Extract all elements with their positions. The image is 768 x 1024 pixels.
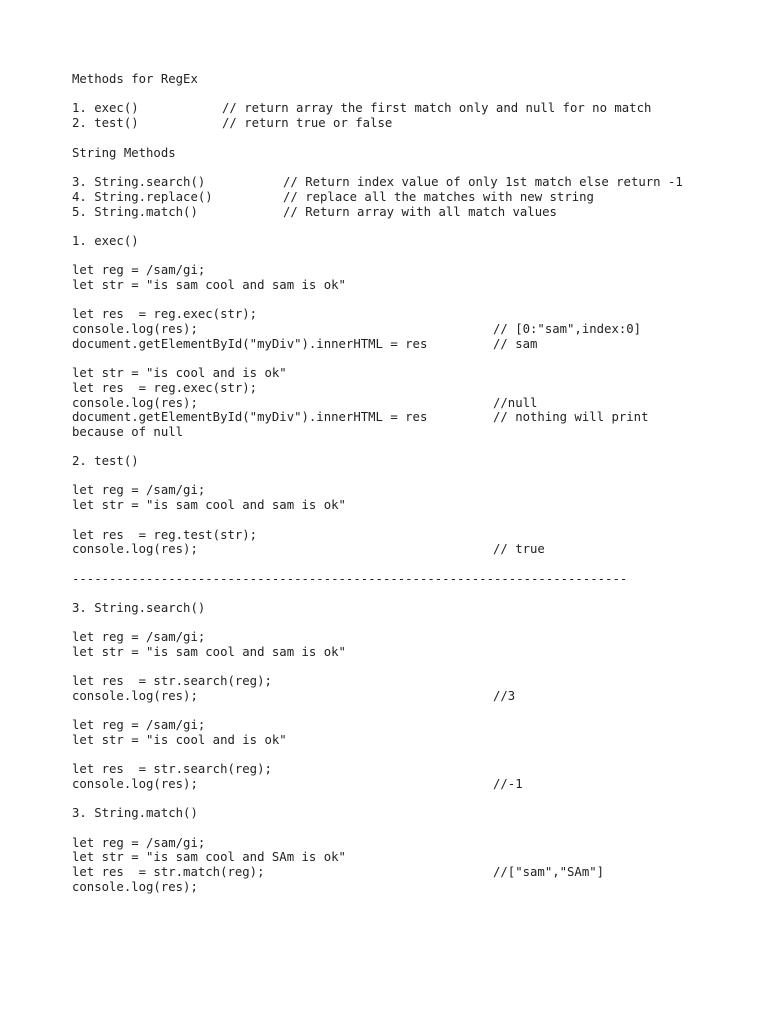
line-36 [72,850,346,865]
line-code: let str = "is sam cool and SAm is ok" [72,850,346,864]
line-comment: //["sam","SAm"] [493,865,605,879]
line-20 [72,483,205,498]
line-38 [72,880,198,895]
line-code: 2. test() [72,116,139,130]
line-code: console.log(res); [72,880,198,894]
line-code: console.log(res); [72,542,198,556]
line-code: because of null [72,425,184,439]
line-code: console.log(res); [72,396,198,410]
line-16 [72,396,538,411]
line-code: let str = "is sam cool and sam is ok" [72,645,346,659]
line-18 [72,425,183,440]
line-14 [72,366,287,381]
line-code: let str = "is cool and is ok" [72,733,287,747]
line-26 [72,630,205,645]
line-code: let res = reg.test(str); [72,528,258,542]
line-code: document.getElementById("myDiv").innerHTML = res [72,410,428,424]
line-code: --------------------------------------------------------------------------- [72,572,628,586]
line-code: let str = "is sam cool and sam is ok" [72,278,346,292]
line-code: let str = "is sam cool and sam is ok" [72,498,346,512]
line-31 [72,733,287,748]
line-4 [72,146,176,161]
line-3 [72,116,393,131]
line-code: String Methods [72,146,176,160]
line-27 [72,645,346,660]
line-17 [72,410,649,425]
line-11 [72,307,257,322]
line-10 [72,278,346,293]
line-37 [72,865,605,880]
line-comment: //-1 [493,777,523,791]
line-comment: //null [493,396,538,410]
line-comment: // return true or false [222,116,393,130]
line-5 [72,175,683,190]
line-code: let res = reg.exec(str); [72,381,258,395]
line-code: let res = reg.exec(str); [72,307,258,321]
line-code: 5. String.match() [72,205,198,219]
line-34 [72,806,198,821]
line-code: Methods for RegEx [72,72,198,86]
line-30 [72,718,205,733]
line-code: 3. String.match() [72,806,198,820]
line-code: console.log(res); [72,689,198,703]
line-comment: // Return array with all match values [283,205,557,219]
line-23 [72,542,545,557]
line-19 [72,454,139,469]
line-code: let reg = /sam/gi; [72,263,206,277]
line-comment: // Return index value of only 1st match else return -1 [283,175,683,189]
line-28 [72,674,272,689]
line-code: 4. String.replace() [72,190,213,204]
line-code: 1. exec() [72,234,139,248]
line-comment: // [0:"sam",index:0] [493,322,642,336]
line-29 [72,689,516,704]
line-code: let str = "is cool and is ok" [72,366,287,380]
line-code: 1. exec() [72,101,139,115]
line-code: let res = str.match(reg); [72,865,265,879]
line-8 [72,234,139,249]
line-2 [72,101,652,116]
line-22 [72,528,257,543]
line-code: let res = str.search(reg); [72,674,272,688]
line-comment: // return array the first match only and null for no match [222,101,652,115]
line-comment: // replace all the matches with new string [283,190,594,204]
line-21 [72,498,346,513]
line-25 [72,601,205,616]
line-code: let reg = /sam/gi; [72,718,206,732]
line-9 [72,263,205,278]
line-1 [72,72,198,87]
line-12 [72,322,642,337]
line-code: let reg = /sam/gi; [72,483,206,497]
line-code: console.log(res); [72,322,198,336]
line-35 [72,836,205,851]
line-comment: //3 [493,689,516,703]
line-comment: // sam [493,337,538,351]
line-15 [72,381,257,396]
line-code: 3. String.search() [72,175,206,189]
line-code: console.log(res); [72,777,198,791]
line-code: let reg = /sam/gi; [72,836,206,850]
line-32 [72,762,272,777]
line-6 [72,190,594,205]
line-comment: // true [493,542,545,556]
line-code: 3. String.search() [72,601,206,615]
line-code: 2. test() [72,454,139,468]
line-code: let res = str.search(reg); [72,762,272,776]
line-33 [72,777,523,792]
line-code: let reg = /sam/gi; [72,630,206,644]
separator-line [72,572,627,587]
line-13 [72,337,538,352]
line-7 [72,205,557,220]
line-code: document.getElementById("myDiv").innerHTML = res [72,337,428,351]
line-comment: // nothing will print [493,410,649,424]
